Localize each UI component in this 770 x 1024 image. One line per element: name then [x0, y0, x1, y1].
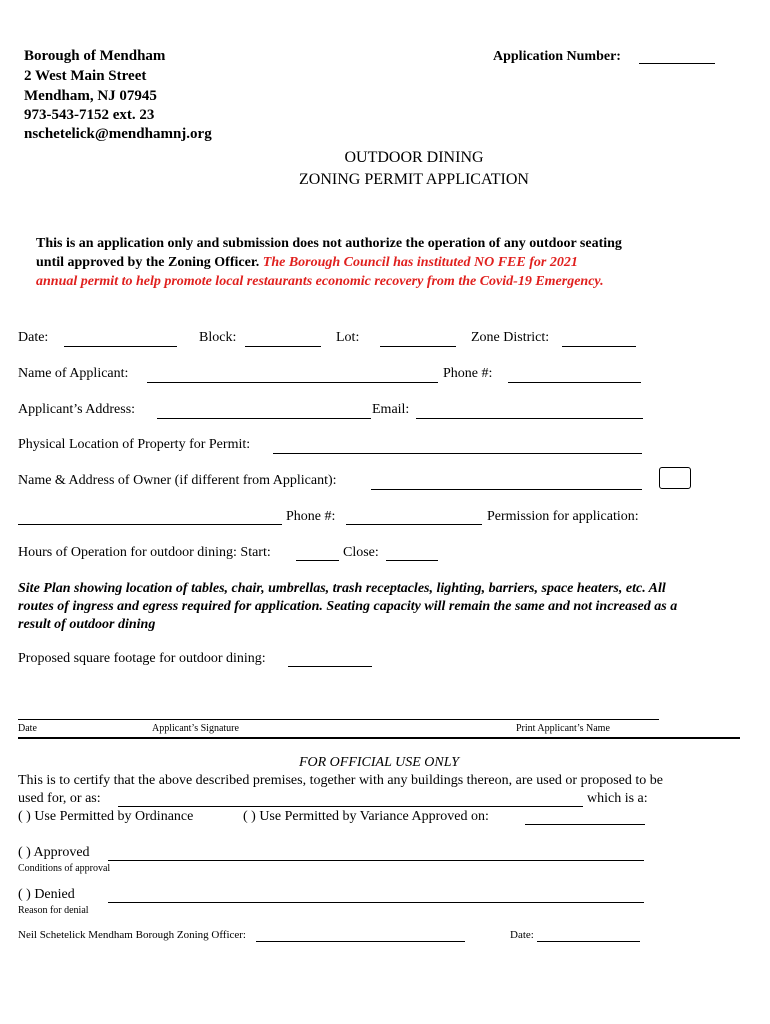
- official-divider: [18, 737, 740, 739]
- officer-date-label: Date:: [510, 929, 534, 941]
- owner-address-field[interactable]: [18, 524, 282, 525]
- applicant-phone-label: Phone #:: [443, 366, 493, 381]
- owner-label: Name & Address of Owner (if different from Applicant):: [18, 473, 337, 488]
- which-is-label: which is a:: [587, 791, 648, 806]
- physical-location-field[interactable]: [273, 453, 642, 454]
- notice-line2: [36, 255, 578, 271]
- notice-line3: annual permit to help promote local restaurants economic recovery from the Covid-19 Emergency.: [36, 274, 604, 289]
- zoning-officer-label: Neil Schetelick Mendham Borough Zoning Officer:: [18, 929, 246, 941]
- date-label: Date:: [18, 330, 49, 345]
- square-footage-label: Proposed square footage for outdoor dining:: [18, 651, 266, 666]
- applicant-address-label: Applicant’s Address:: [18, 402, 136, 417]
- applicant-phone-field[interactable]: [508, 382, 641, 383]
- owner-phone-field[interactable]: [346, 524, 482, 525]
- reason-label: Reason for denial: [18, 905, 89, 916]
- denied-option[interactable]: ( ) Denied: [18, 887, 75, 902]
- notice-line2-black: until approved by the Zoning Officer.: [36, 255, 260, 270]
- square-footage-field[interactable]: [288, 666, 372, 667]
- hours-start-label: Hours of Operation for outdoor dining: Start:: [18, 545, 271, 560]
- email-field[interactable]: [416, 418, 643, 419]
- hours-close-label: Close:: [343, 545, 379, 560]
- denied-field[interactable]: [108, 902, 644, 903]
- hours-close-field[interactable]: [386, 560, 438, 561]
- applicant-signature-label: Applicant’s Signature: [152, 723, 239, 734]
- city-state-zip: Mendham, NJ 07945: [24, 88, 157, 104]
- owner-field[interactable]: [371, 489, 642, 490]
- site-plan-line3: result of outdoor dining: [18, 617, 156, 632]
- permission-label: Permission for application:: [487, 509, 639, 524]
- site-plan-line1: Site Plan showing location of tables, chair, umbrellas, trash receptacles, lighting, barriers, space heaters, etc. All: [18, 581, 666, 596]
- owner-phone-label: Phone #:: [286, 509, 336, 524]
- title-line2: ZONING PERMIT APPLICATION: [299, 171, 529, 188]
- print-name-label: Print Applicant’s Name: [516, 723, 610, 734]
- hours-start-field[interactable]: [296, 560, 339, 561]
- zone-district-field[interactable]: [562, 346, 636, 347]
- street-address: 2 West Main Street: [24, 68, 147, 84]
- owner-checkbox[interactable]: [659, 467, 691, 489]
- application-number-field[interactable]: [639, 63, 715, 64]
- contact-email: nschetelick@mendhamnj.org: [24, 126, 212, 142]
- physical-location-label: Physical Location of Property for Permit:: [18, 437, 251, 452]
- certify-line1: This is to certify that the above described premises, together with any buildings thereon, are used or proposed to be: [18, 773, 663, 788]
- date-field[interactable]: [64, 346, 177, 347]
- notice-line1: This is an application only and submission does not authorize the operation of any outdoor seating: [36, 236, 622, 251]
- approved-field[interactable]: [108, 860, 644, 861]
- zoning-officer-field[interactable]: [256, 941, 465, 942]
- approved-option[interactable]: ( ) Approved: [18, 845, 90, 860]
- applicant-address-field[interactable]: [157, 418, 371, 419]
- block-label: Block:: [199, 330, 237, 345]
- phone-number: 973-543-7152 ext. 23: [24, 107, 155, 123]
- signature-date-label: Date: [18, 723, 37, 734]
- block-field[interactable]: [245, 346, 321, 347]
- variance-date-field[interactable]: [525, 824, 645, 825]
- officer-date-field[interactable]: [537, 941, 640, 942]
- notice-line2-red: The Borough Council has instituted NO FEE for 2021: [259, 255, 578, 270]
- email-label: Email:: [372, 402, 410, 417]
- certify-line2: used for, or as:: [18, 791, 101, 806]
- signature-line[interactable]: [18, 719, 659, 720]
- lot-field[interactable]: [380, 346, 456, 347]
- zone-district-label: Zone District:: [471, 330, 550, 345]
- use-variance-option[interactable]: ( ) Use Permitted by Variance Approved on:: [243, 809, 489, 824]
- applicant-name-field[interactable]: [147, 382, 438, 383]
- application-number-label: Application Number:: [493, 49, 621, 64]
- org-name: Borough of Mendham: [24, 48, 166, 64]
- official-heading: FOR OFFICIAL USE ONLY: [298, 755, 460, 770]
- title-line1: OUTDOOR DINING: [344, 149, 484, 166]
- applicant-name-label: Name of Applicant:: [18, 366, 129, 381]
- used-for-field[interactable]: [118, 806, 583, 807]
- use-permitted-option[interactable]: ( ) Use Permitted by Ordinance: [18, 809, 194, 824]
- lot-label: Lot:: [336, 330, 360, 345]
- site-plan-line2: routes of ingress and egress required for application. Seating capacity will remain the same and not increased as a: [18, 599, 678, 614]
- conditions-label: Conditions of approval: [18, 863, 111, 874]
